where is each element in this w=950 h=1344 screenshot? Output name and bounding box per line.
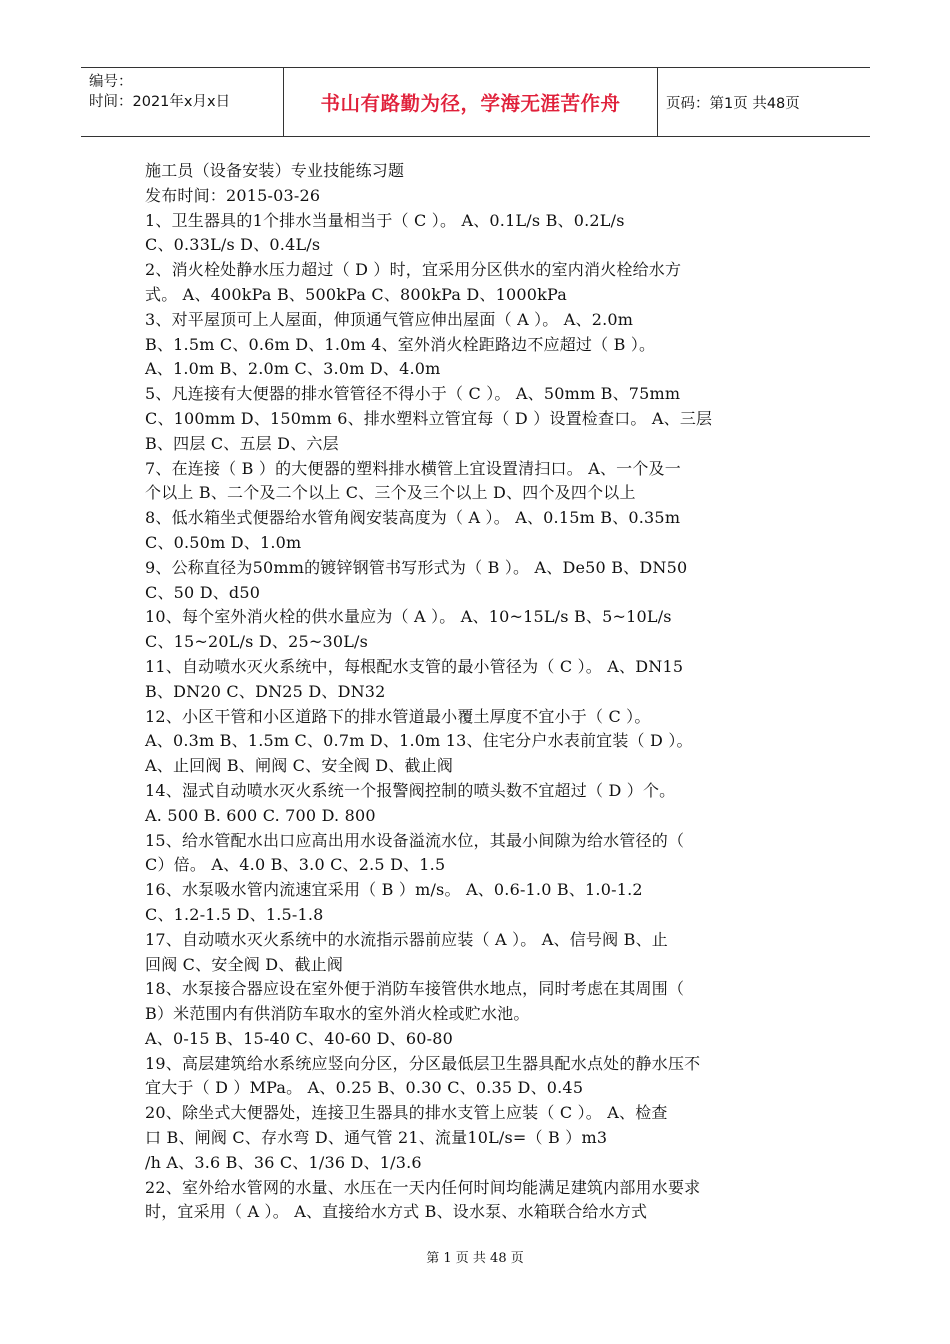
text-line: 时，宜采用（ A ）。 A、直接给水方式 B、设水泵、水箱联合给水方式: [145, 1202, 648, 1222]
text-line: B、四层 C、五层 D、六层: [145, 433, 339, 453]
text-line: 2、消火栓处静水压力超过（ D ）时，宜采用分区供水的室内消火栓给水方: [145, 260, 682, 280]
text-line: 18、水泵接合器应设在室外便于消防车接管供水地点，同时考虑在其周围（: [145, 979, 685, 999]
text-line: A、止回阀 B、闸阀 C、安全阀 D、截止阀: [145, 756, 454, 776]
text-line: 14、湿式自动喷水灭火系统一个报警阀控制的喷头数不宜超过（ D ）个。: [145, 780, 676, 800]
page-header: [81, 67, 870, 137]
text-line: 16、水泵吸水管内流速宜采用（ B ）m/s。 A、0.6-1.0 B、1.0-1.2: [145, 880, 643, 900]
text-line: C、0.33L/s D、0.4L/s: [145, 235, 321, 255]
text-line: A、1.0m B、2.0m C、3.0m D、4.0m: [145, 359, 441, 379]
text-line: 施工员（设备安装）专业技能练习题: [145, 161, 405, 180]
text-line: C、50 D、d50: [145, 582, 261, 602]
text-line: 22、室外给水管网的水量、水压在一天内任何时间均能满足建筑内部用水要求: [145, 1177, 701, 1197]
text-line: C）倍。 A、4.0 B、3.0 C、2.5 D、1.5: [145, 855, 446, 875]
document-number-label: 编号：: [89, 74, 133, 90]
text-line: B、1.5m C、0.6m D、1.0m 4、室外消火栓距路边不应超过（ B ）。: [145, 334, 656, 354]
text-line: 20、除坐式大便器处，连接卫生器具的排水支管上应装（ C ）。 A、检查: [145, 1103, 668, 1123]
header-info-cell: [81, 68, 284, 136]
text-line: 个以上 B、二个及二个以上 C、三个及三个以上 D、四个及四个以上: [145, 483, 636, 503]
page-footer: 第 1 页 共 48 页: [426, 1251, 524, 1266]
text-line: B）米范围内有供消防车取水的室外消火栓或贮水池。: [145, 1004, 530, 1024]
text-line: 8、低水箱坐式便器给水管角阀安装高度为（ A ）。 A、0.15m B、0.35m: [145, 508, 681, 528]
text-line: 宜大于（ D ）MPa。 A、0.25 B、0.30 C、0.35 D、0.45: [145, 1078, 584, 1098]
text-line: C、0.50m D、1.0m: [145, 532, 302, 552]
text-line: 15、给水管配水出口应高出用水设备溢流水位，其最小间隙为给水管径的（: [145, 830, 685, 850]
text-line: A. 500 B. 600 C. 700 D. 800: [145, 805, 376, 825]
text-line: 12、小区干管和小区道路下的排水管道最小覆土厚度不宜小于（ C ）。: [145, 706, 651, 726]
text-line: 式。 A、400kPa B、500kPa C、800kPa D、1000kPa: [145, 284, 567, 304]
text-line: A、0-15 B、15-40 C、40-60 D、60-80: [145, 1028, 453, 1048]
text-line: C、15~20L/s D、25~30L/s: [145, 632, 369, 652]
text-line: 1、卫生器具的1个排水当量相当于（ C ）。 A、0.1L/s B、0.2L/s: [145, 210, 625, 230]
text-line: C、100mm D、150mm 6、排水塑料立管宜每（ D ）设置检查口。 A、三层: [145, 408, 713, 428]
text-line: 口 B、闸阀 C、存水弯 D、通气管 21、流量10L/s=（ B ）m3: [145, 1128, 608, 1148]
text-line: C、1.2-1.5 D、1.5-1.8: [145, 904, 324, 924]
document-date-label: 时间：2021年x月x日: [89, 94, 231, 110]
text-line: 10、每个室外消火栓的供水量应为（ A ）。 A、10~15L/s B、5~10L/s: [145, 607, 672, 627]
text-line: 回阀 C、安全阀 D、截止阀: [145, 954, 344, 974]
text-line: 发布时间：2015-03-26: [145, 185, 321, 205]
text-line: B、DN20 C、DN25 D、DN32: [145, 681, 386, 701]
text-line: 9、公称直径为50mm的镀锌钢管书写形式为（ B ）。 A、De50 B、DN50: [145, 557, 688, 577]
text-line: /h A、3.6 B、36 C、1/36 D、1/3.6: [145, 1152, 422, 1172]
text-line: A、0.3m B、1.5m C、0.7m D、1.0m 13、住宅分户水表前宜装（ D ）。: [145, 731, 693, 751]
text-line: 5、凡连接有大便器的排水管管径不得小于（ C ）。 A、50mm B、75mm: [145, 384, 681, 404]
text-line: 19、高层建筑给水系统应竖向分区，分区最低层卫生器具配水点处的静水压不: [145, 1053, 701, 1073]
header-page-number: 页码：第1页 共48页: [666, 95, 800, 112]
document-body: [145, 159, 809, 1225]
text-line: 3、对平屋顶可上人屋面，伸顶通气管应伸出屋面（ A ）。 A、2.0m: [145, 309, 634, 329]
text-line: 11、自动喷水灭火系统中，每根配水支管的最小管径为（ C ）。 A、DN15: [145, 656, 684, 676]
text-line: 7、在连接（ B ）的大便器的塑料排水横管上宜设置清扫口。 A、一个及一: [145, 458, 681, 478]
header-motto: 书山有路勤为径，学海无涯苦作舟: [284, 68, 658, 136]
text-line: 17、自动喷水灭火系统中的水流指示器前应装（ A ）。 A、信号阀 B、止: [145, 929, 668, 949]
